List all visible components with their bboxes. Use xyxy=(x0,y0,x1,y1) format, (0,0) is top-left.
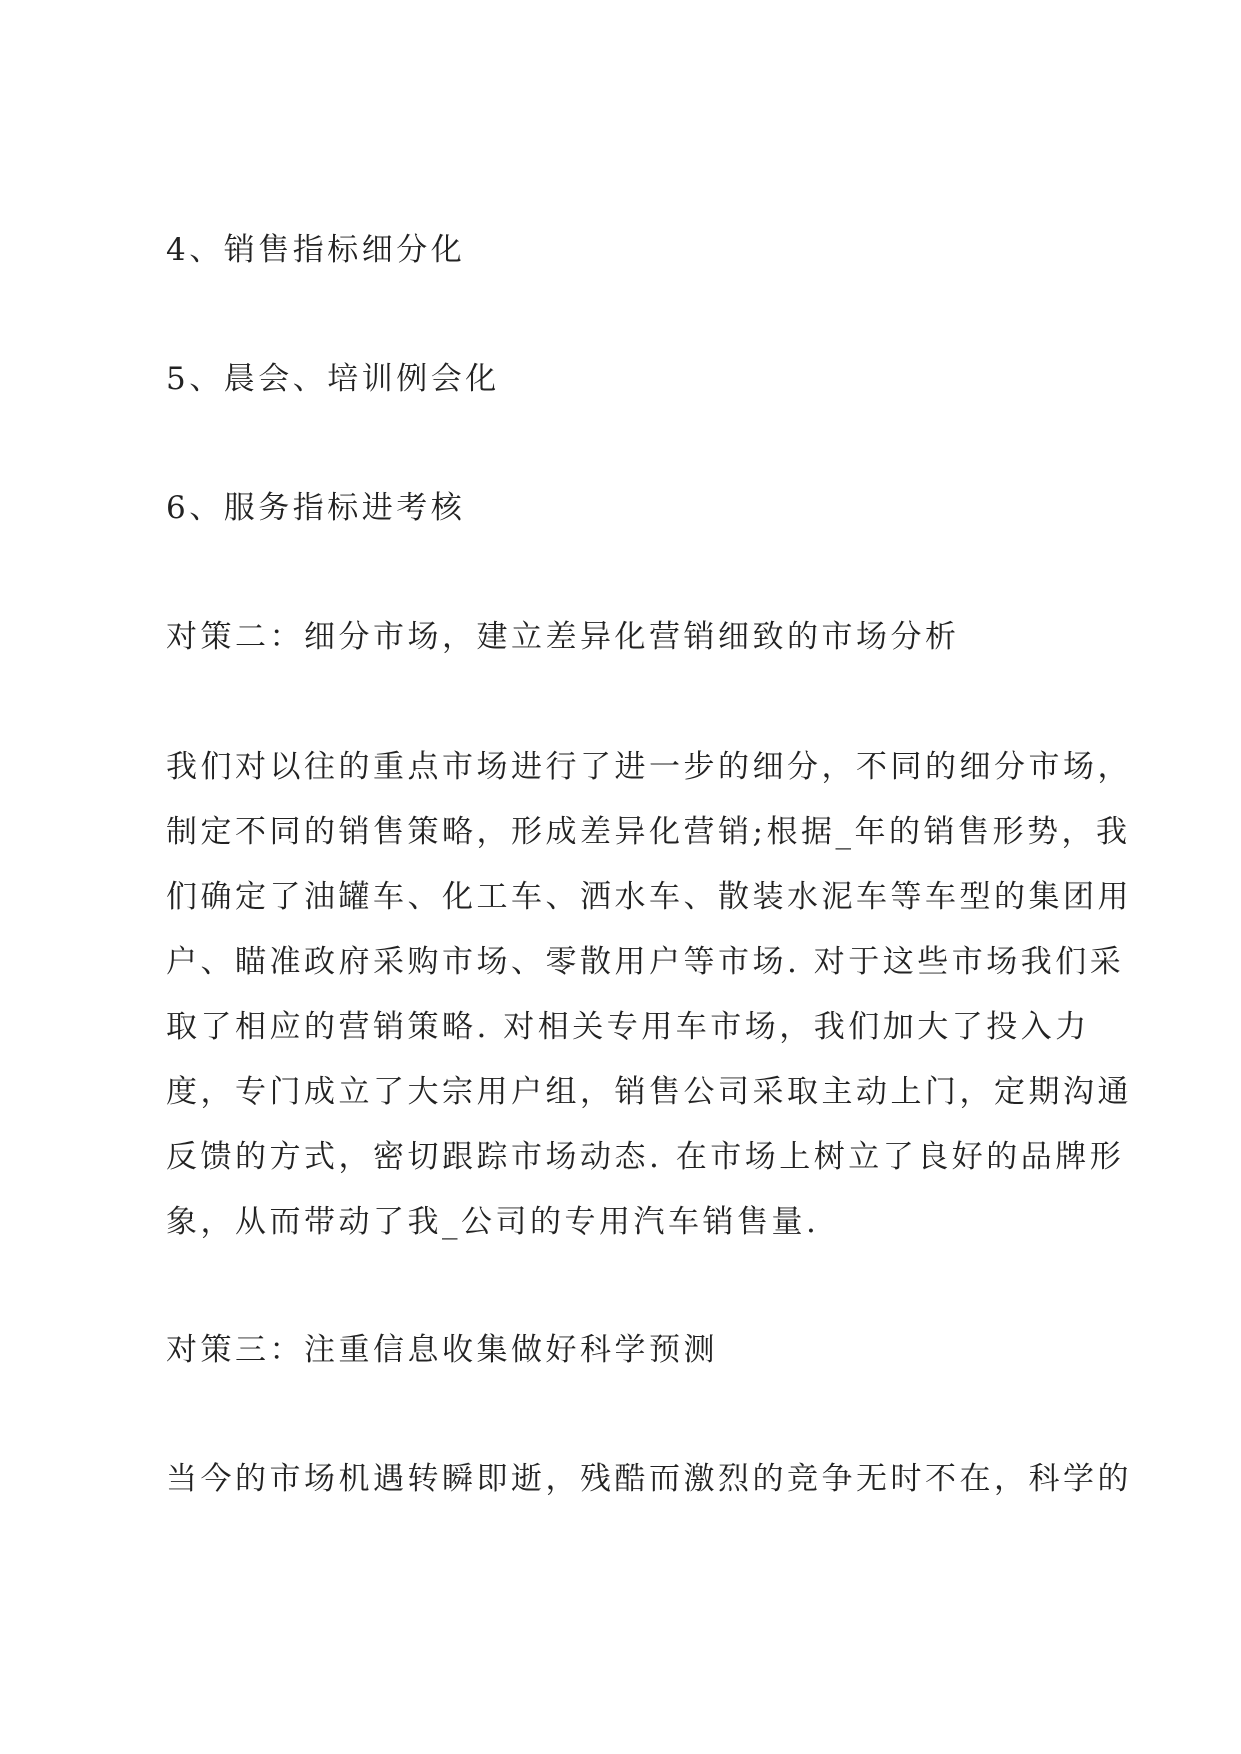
paragraph-line: 象，从而带动了我_公司的专用汽车销售量. xyxy=(166,1204,820,1240)
paragraph-line: 我们对以往的重点市场进行了进一步的细分，不同的细分市场， xyxy=(166,749,1132,785)
section-heading-strategy-3: 对策三：注重信息收集做好科学预测 xyxy=(166,1332,718,1368)
list-item-6: 6、服务指标进考核 xyxy=(166,490,466,526)
list-item-4: 4、销售指标细分化 xyxy=(166,232,466,268)
section-heading-strategy-2: 对策二：细分市场，建立差异化营销细致的市场分析 xyxy=(166,619,960,655)
list-item-5: 5、晨会、培训例会化 xyxy=(166,361,500,397)
paragraph-strategy-3-line: 当今的市场机遇转瞬即逝，残酷而激烈的竞争无时不在，科学的 xyxy=(166,1461,1132,1497)
paragraph-line: 们确定了油罐车、化工车、洒水车、散装水泥车等车型的集团用 xyxy=(166,879,1132,915)
paragraph-line: 制定不同的销售策略，形成差异化营销;根据_年的销售形势，我 xyxy=(166,814,1131,850)
paragraph-line: 户、瞄准政府采购市场、零散用户等市场. 对于这些市场我们采 xyxy=(166,944,1125,980)
paragraph-strategy-2 xyxy=(166,747,1132,1267)
paragraph-line: 取了相应的营销策略. 对相关专用车市场，我们加大了投入力 xyxy=(166,1009,1090,1045)
paragraph-line: 反馈的方式，密切跟踪市场动态. 在市场上树立了良好的品牌形 xyxy=(166,1139,1125,1175)
paragraph-line: 度，专门成立了大宗用户组，销售公司采取主动上门，定期沟通 xyxy=(166,1074,1132,1110)
